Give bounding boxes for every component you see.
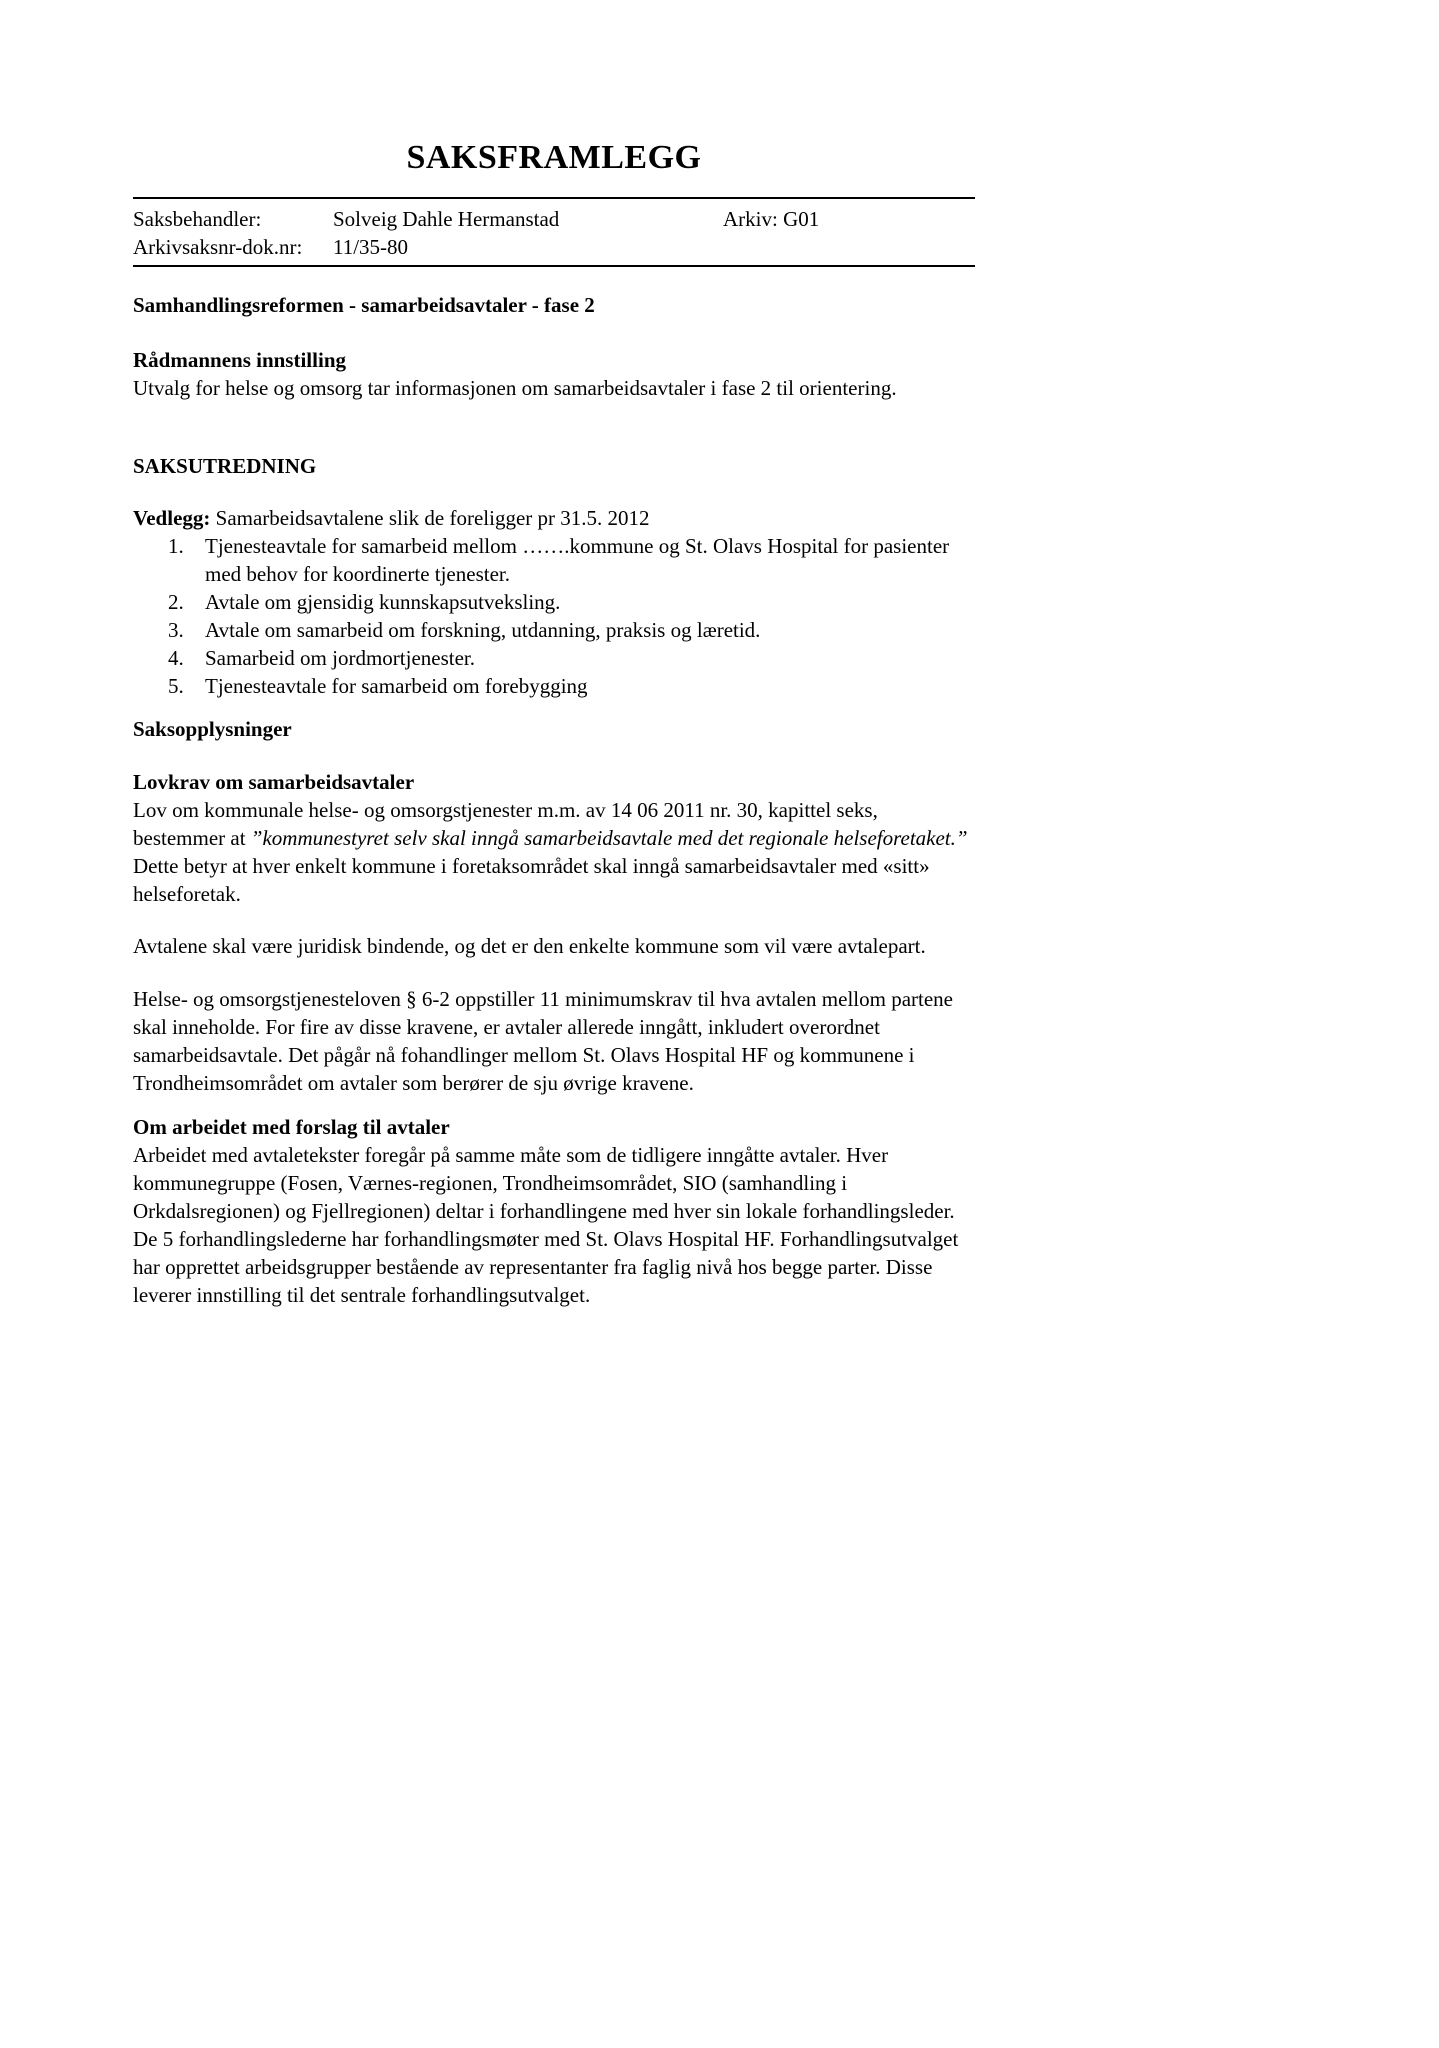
lovkrav-part2: Dette betyr at hver enkelt kommune i foretaksområdet skal inngå samarbeidsavtaler med «sitt» helseforetak. (133, 854, 930, 906)
paragraph-helse: Helse- og omsorgstjenesteloven § 6-2 oppstiller 11 minimumskrav til hva avtalen mellom partene skal inneholde. For fire av disse kravene, er avtaler allerede inngått, inkludert overordnet samarbeidsavtale. Det pågår nå fohandlinger mellom St. Olavs Hospital HF og kommunene i Trondheimsområdet om avtaler som berører de sju øvrige kravene. (133, 987, 953, 1095)
list-item-number: 2. (168, 590, 184, 614)
vedlegg-text: Samarbeidsavtalene slik de foreligger pr 31.5. 2012 (210, 506, 650, 530)
saksutredning-heading: SAKSUTREDNING (133, 454, 317, 478)
list-item (133, 616, 975, 644)
innstilling-body: Utvalg for helse og omsorg tar informasjonen om samarbeidsavtaler i fase 2 til orientering. (133, 376, 897, 400)
list-item-text: Tjenesteavtale for samarbeid mellom …….kommune og St. Olavs Hospital for pasienter med behov for koordinerte tjenester. (205, 534, 950, 586)
arbeidet-body: Arbeidet med avtaletekster foregår på samme måte som de tidligere inngåtte avtaler. Hver kommunegruppe (Fosen, Værnes-regionen, Trondheimsområdet, SIO (samhandling i Orkdalsregionen) og Fjellregionen) deltar i forhandlingene med hver sin lokale forhandlingsleder. De 5 forhandlingslederne har forhandlingsmøter med St. Olavs Hospital HF. Forhandlingsutvalget har opprettet arbeidsgrupper bestående av representanter fra faglig nivå hos begge parter. Disse leverer innstilling til det sentrale forhandlingsutvalget. (133, 1143, 959, 1307)
vedlegg-label: Vedlegg: (133, 506, 211, 530)
attachments-list (133, 532, 975, 700)
meta-empty-cell (723, 233, 975, 261)
list-item-text: Avtale om samarbeid om forskning, utdanning, praksis og læretid. (205, 618, 761, 642)
list-item (133, 644, 975, 672)
lovkrav-part1: Lov om kommunale helse- og omsorgstjenester m.m. av 14 06 2011 nr. 30, kapittel seks, bestemmer at (133, 798, 878, 850)
arbeidet-heading: Om arbeidet med forslag til avtaler (133, 1115, 450, 1139)
list-item (133, 588, 975, 616)
innstilling-heading: Rådmannens innstilling (133, 348, 346, 372)
lovkrav-body (133, 796, 975, 908)
list-item-text: Avtale om gjensidig kunnskapsutveksling. (205, 590, 561, 614)
paragraph-avtalene: Avtalene skal være juridisk bindende, og det er den enkelte kommune som vil være avtalepart. (133, 934, 926, 958)
arkiv-value: Arkiv: G01 (723, 207, 820, 231)
subject-heading: Samhandlingsreformen - samarbeidsavtaler - fase 2 (133, 293, 595, 317)
arkivsaksnr-label: Arkivsaksnr-dok.nr: (133, 235, 303, 259)
saksopplysninger-heading: Saksopplysninger (133, 717, 292, 741)
saksbehandler-value: Solveig Dahle Hermanstad (333, 207, 560, 231)
arkivsaksnr-value: 11/35-80 (333, 235, 409, 259)
meta-table (133, 197, 975, 267)
list-item-number: 3. (168, 618, 184, 642)
list-item-number: 1. (168, 534, 184, 558)
list-item-text: Tjenesteavtale for samarbeid om forebygging (205, 674, 588, 698)
saksbehandler-label: Saksbehandler: (133, 207, 262, 231)
vedlegg-line (133, 504, 975, 532)
meta-row-saksbehandler (133, 205, 975, 233)
list-item (133, 532, 975, 588)
lovkrav-quote: ”kommunestyret selv skal inngå samarbeidsavtale med det regionale helseforetaket.” (250, 826, 968, 850)
list-item-number: 4. (168, 646, 184, 670)
list-item (133, 672, 975, 700)
meta-row-arkivsaksnr (133, 233, 975, 261)
lovkrav-heading: Lovkrav om samarbeidsavtaler (133, 770, 415, 794)
document-title: SAKSFRAMLEGG (406, 139, 702, 176)
list-item-number: 5. (168, 674, 184, 698)
list-item-text: Samarbeid om jordmortjenester. (205, 646, 476, 670)
